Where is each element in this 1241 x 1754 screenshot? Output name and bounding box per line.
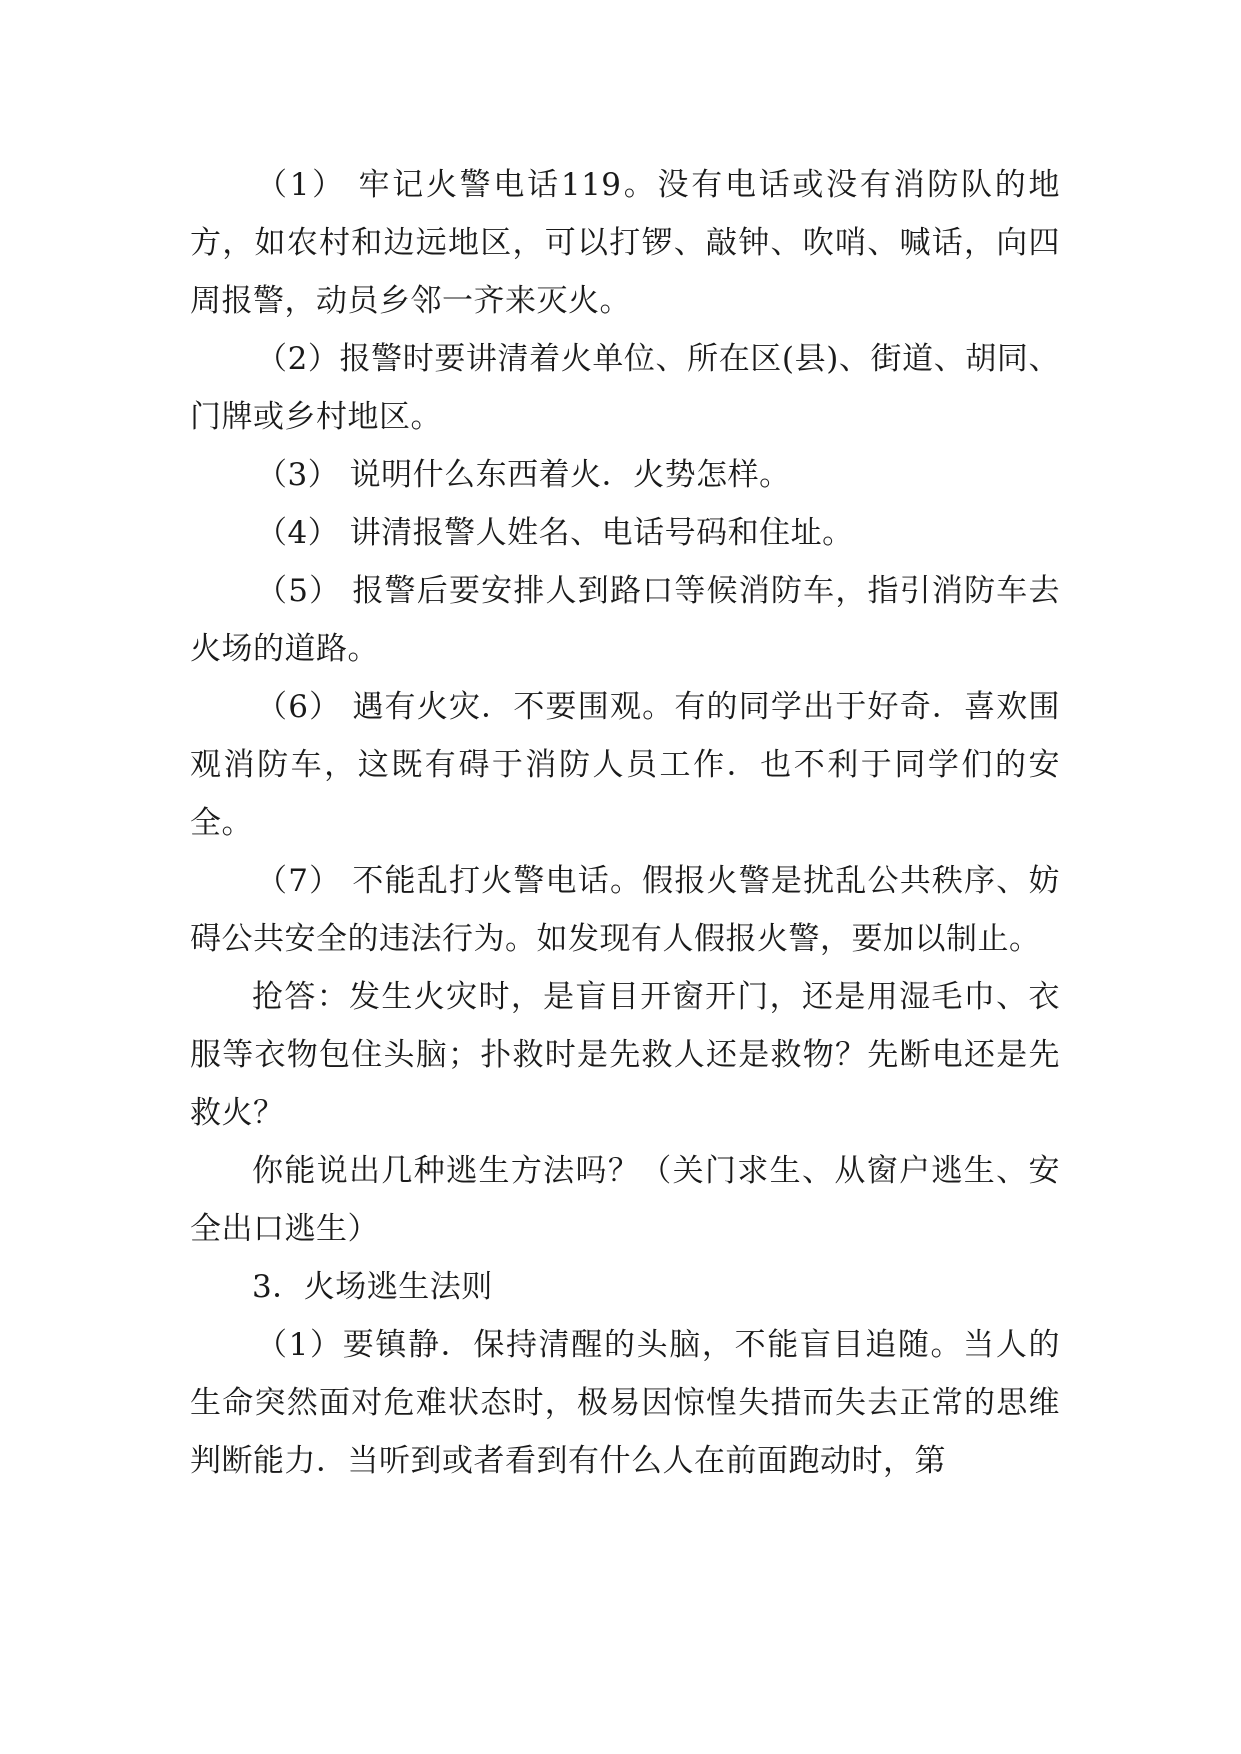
paragraph-7: （7） 不能乱打火警电话。假报火警是扰乱公共秩序、妨碍公共安全的违法行为。如发现有人假报火警，要加以制止。 (190, 863, 1060, 957)
paragraph-8: 抢答：发生火灾时，是盲目开窗开门，还是用湿毛巾、衣服等衣物包住头脑；扑救时是先救人还是救物？先断电还是先救火？ (190, 979, 1060, 1131)
paragraph-4: （4） 讲清报警人姓名、电话号码和住址。 (256, 515, 854, 551)
paragraph-6: （6） 遇有火灾．不要围观。有的同学出于好奇．喜欢围观消防车，这既有碍于消防人员工作．也不利于同学们的安全。 (190, 689, 1060, 841)
body-text (190, 156, 1060, 1490)
paragraph-9: 你能说出几种逃生方法吗？（关门求生、从窗户逃生、安全出口逃生） (190, 1153, 1060, 1247)
paragraph-5: （5） 报警后要安排人到路口等候消防车，指引消防车去火场的道路。 (190, 573, 1060, 667)
paragraph-2: （2）报警时要讲清着火单位、所在区(县)、街道、胡同、门牌或乡村地区。 (190, 341, 1060, 435)
paragraph-1: （1） 牢记火警电话119。没有电话或没有消防队的地方，如农村和边远地区，可以打锣、敲钟、吹哨、喊话，向四周报警，动员乡邻一齐来灭火。 (190, 167, 1060, 319)
section-heading: 3．火场逃生法则 (252, 1269, 493, 1305)
paragraph-10: （1）要镇静．保持清醒的头脑，不能盲目追随。当人的生命突然面对危难状态时，极易因惊惶失措而失去正常的思维判断能力．当听到或者看到有什么人在前面跑动时，第 (190, 1327, 1060, 1479)
paragraph-3: （3） 说明什么东西着火．火势怎样。 (256, 457, 791, 493)
